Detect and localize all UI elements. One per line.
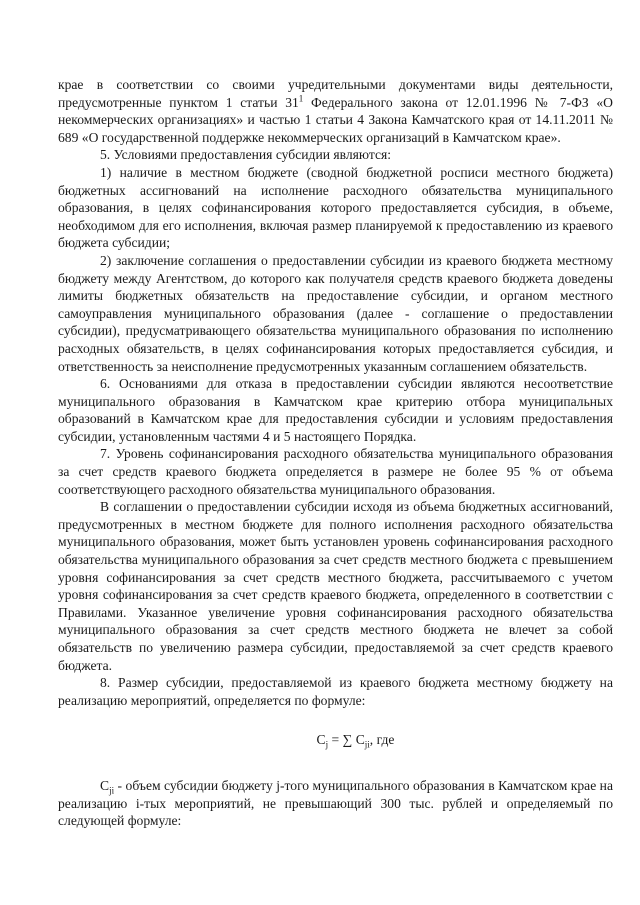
superscript: 1 [298,93,304,104]
paragraph-text: - объем субсидии бюджету j-того муниципального образования в Камчатском крае на реализацию i-тых мероприятий, не превышающий 300 тыс. рублей и определяемый по следующей формуле: [58,777,613,829]
paragraph-item-7: 7. Уровень софинансирования расходного обязательства муниципального образования за счет средств краевого бюджета определяется в размере не более 95 % от объема соответствующего расходного обязательства муниципального образования. [58,446,613,497]
formula-lhs-subscript: j [325,740,329,751]
paragraph-cofinancing: В соглашении о предоставлении субсидии исходя из объема бюджетных ассигнований, предусмотренных в местном бюджете для полного исполнения расходного обязательства муниципального образования, может быть установлен уровень софинансирования расходного обязательства муниципального образования за счет средств местного бюджета с превышением уровня софинансирования за счет средств местного бюджета, рассчитываемого с учетом уровня софинансирования за счет средств краевого бюджета, определенного в соответствии с Правилами. Указанное увеличение уровня софинансирования расходного обязательства муниципального образования за счет средств местного бюджета не влечет за собой обязательств по увеличению размера субсидии, предоставляемой за счет средств краевого бюджета. [58,499,613,673]
paragraph-condition-2: 2) заключение соглашения о предоставлении субсидии из краевого бюджета местному бюджету между Агентством, до которого как получателя средств краевого бюджета доведены лимиты бюджетных обязательств на предоставление субсидии, и органом местного самоуправления муниципального образования (далее - соглашение о предоставлении субсидии), предусматривающего обязательства муниципального образования по исполнению расходных обязательств, в целях софинансирования которых предоставляется субсидия, и ответственность за неисполнение предусмотренных указанным соглашением обязательств. [58,252,613,374]
document-page [58,76,613,830]
paragraph-condition-1: 1) наличие в местном бюджете (сводной бюджетной росписи местного бюджета) бюджетных ассигнований на исполнение расходного обязательства муниципального образования, в целях софинансирования которого предоставляется субсидия, в объеме, необходимом для его исполнения, включая размер планируемой к предоставлению из краевого бюджета субсидии; [58,164,613,251]
formula-rhs-subscript: ji [364,740,370,751]
formula-lhs: C [316,732,326,748]
paragraph-item-5: 5. Условиями предоставления субсидии являются: [100,147,392,163]
formula-sum: = ∑ C [328,732,365,748]
formula-tail: , где [369,732,395,748]
paragraph-item-8: 8. Размер субсидии, предоставляемой из краевого бюджета местному бюджету на реализацию мероприятий, определяется по формуле: [58,675,613,708]
variable-c: C [100,777,110,793]
paragraph-continuation [58,76,613,146]
variable-subscript: ji [109,785,115,796]
paragraph-item-6: 6. Основаниями для отказа в предоставлении субсидии являются несоответствие муниципального образования в Камчатском крае критерию отбора муниципальных образований в Камчатском крае для предоставления субсидии и условиям предоставления субсидии, установленным частями 4 и 5 настоящего Порядка. [58,376,613,444]
subsidy-formula [58,731,613,749]
paragraph-text: Федерального закона от 12.01.1996 № 7-ФЗ «О некоммерческих организациях» и частью 1 статьи 4 Закона Камчатского края от 14.11.2011 № 689 «О государственной поддержке некоммерческих организаций в Камчатском крае». [58,94,613,145]
paragraph-text: крае в соответствии со своими учредительными документами виды деятельности, предусмотренные пунктом 1 статьи 31 [58,77,613,110]
paragraph-cji-definition [58,777,613,830]
